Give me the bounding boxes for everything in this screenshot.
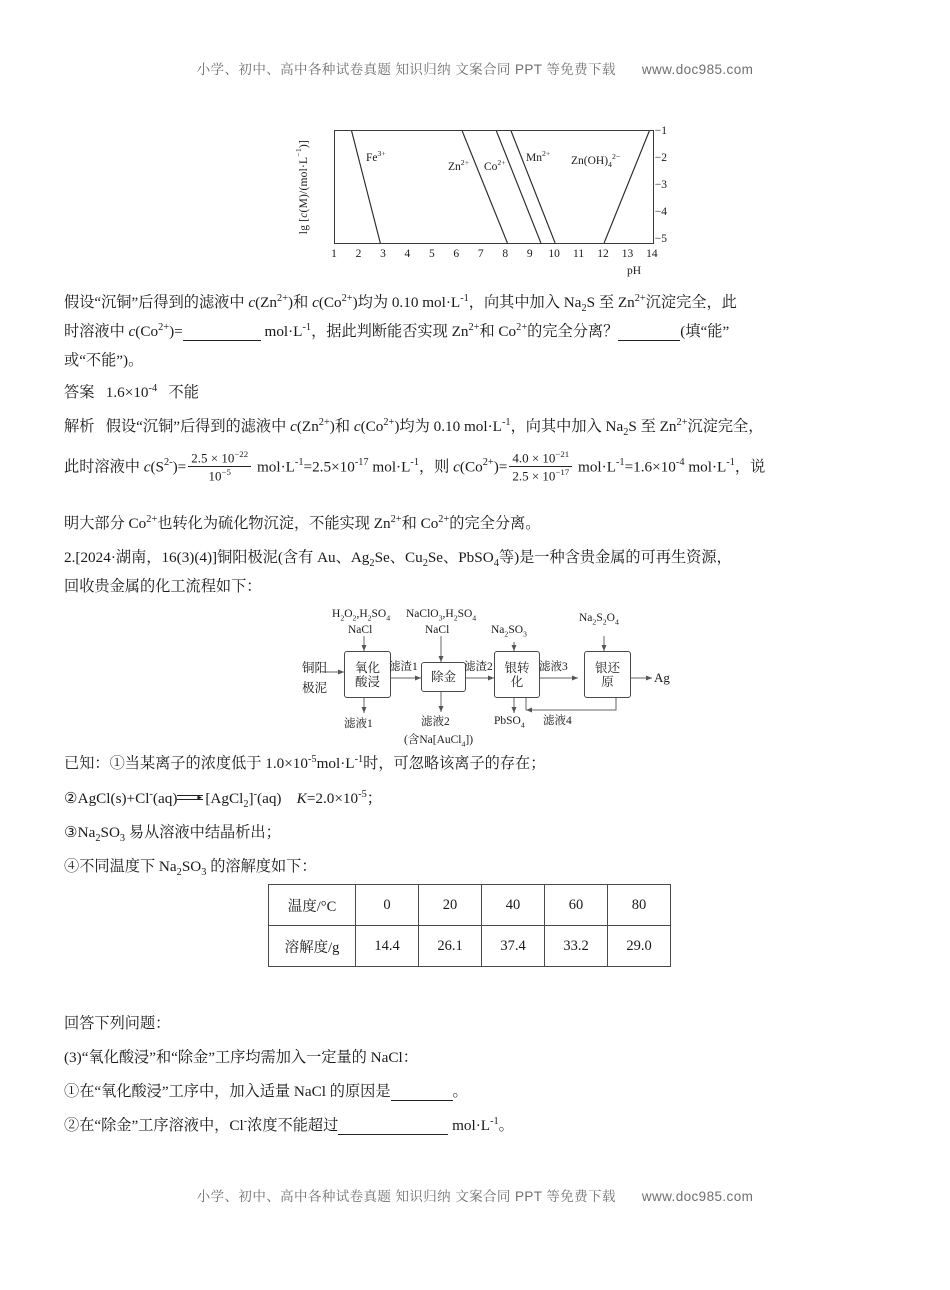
x-tick-10: 10: [548, 248, 560, 260]
flow-reagent-3: $Na_2SO_3$: [491, 624, 527, 639]
analysis-label: 解析: [64, 418, 95, 435]
x-tick-14: 14: [646, 248, 658, 260]
table-row-solubility: [269, 926, 671, 967]
answer-label: 答案: [64, 384, 95, 401]
flow-box-oxidative-leaching[interactable]: [344, 651, 391, 698]
y-tick-minus3: −3: [654, 179, 667, 191]
flow-box-silver-reduction[interactable]: [584, 651, 631, 698]
flow-output-filtrate1: 滤液1: [344, 718, 373, 730]
q2-part3-stem: (3)“氧化酸浸”和“除金”工序均需加入一定量的 NaCl：: [64, 1049, 418, 1066]
table-header-temperature: 温度/°C: [269, 885, 356, 926]
q2-answer-prompt: 回答下列问题：: [64, 1015, 171, 1032]
flow-box1-line2: 酸浸: [354, 674, 380, 689]
x-tick-7: 7: [477, 248, 484, 260]
flow-product-ag: Ag: [654, 670, 670, 685]
x-tick-9: 9: [526, 248, 533, 260]
y-tick-minus4: −4: [654, 206, 667, 218]
flow-reagent-1-top: $H_2O_2,H_2SO_4$: [332, 608, 391, 623]
flow-box4-line2: 原: [601, 674, 614, 689]
q2-head-line1: 2.[2024·湖南，16(3)(4)]铜阳极泥(含有 Au、$Ag_2Se$、$Cu_2Se$、PbSO$_4$等)是一种含贵金属的可再生资源，: [64, 549, 732, 570]
flow-output-pbso4: PbSO$_4$: [494, 715, 525, 730]
table-cell-temp-1: 20: [419, 885, 482, 926]
series-label-fe3: $Fe^{3+}$: [366, 149, 386, 164]
x-tick-1: 1: [331, 248, 337, 260]
flow-box2-label: 除金: [430, 670, 456, 684]
answer-blank-4[interactable]: [338, 1134, 448, 1135]
fraction-s2-concentration: $\frac{2.5 \times 10^{-22}}{10^{-5}}$: [188, 449, 251, 485]
flow-box4-line1: 银还: [594, 660, 620, 675]
flow-arrow-label-residue2: 滤渣2: [464, 661, 493, 673]
table-cell-sol-3: 33.2: [545, 926, 608, 967]
series-label-zn-oh-4: $Zn(OH)_4^{2-}$: [571, 152, 621, 170]
x-tick-5: 5: [429, 248, 435, 260]
flow-reagent-2-top: $NaClO_3,H_2SO_4$: [406, 608, 477, 623]
q1-analysis-line1: 解析 假设“沉铜”后得到的滤液中 $c(Zn^{2+})$和 $c(Co^{2+})$均为 0.10 $mol\cdot L^{-1}$，向其中加入 $Na_2S$ 至 $Zn^{2+}$沉淀完全，: [64, 416, 764, 439]
y-tick-minus5: −5: [654, 233, 667, 245]
q1-stem-line1: 假设“沉铜”后得到的滤液中 $c(Zn^{2+})$和 $c(Co^{2+})$均为 0.10 $mol\cdot L^{-1}$，向其中加入 $Na_2S$ 至 $Zn^{2+}$沉淀完全，此: [64, 292, 737, 315]
watermark-url-bottom: www.doc985.com: [641, 1189, 754, 1204]
q1-calculation-line: 此时溶液中 $c(S^{2-})=$ $\frac{2.5 \times 10^{-22}}{10^{-5}}$ $mol\cdot L^{-1}=2.5\times 10^{-17}$ $mol\cdot L^{-1}$，则 $c(Co^{2+})=$ $\frac{4.0 \times 10^{-21}}{2.5 \times 10^{-17}}$ $mol\cdot L^{-1}=1.6\times 10^{-4}$ $mol\cdot L^{-1}$，说: [64, 449, 766, 484]
table-cell-temp-2: 40: [482, 885, 545, 926]
x-tick-6: 6: [453, 248, 460, 260]
watermark-bottom: [0, 1185, 950, 1205]
y-tick-minus2: −2: [654, 152, 667, 164]
series-label-co2: $Co^{2+}$: [484, 158, 506, 173]
x-tick-12: 12: [597, 248, 609, 260]
q2-part3-sub1: ①在“氧化酸浸”工序中，加入适量 NaCl 的原因是 。: [64, 1083, 468, 1100]
ph-precipitation-chart: [294, 124, 667, 277]
x-tick-11: 11: [573, 248, 585, 260]
flow-reagent-1-bottom: NaCl: [348, 624, 373, 636]
answer-blank-3[interactable]: [391, 1100, 453, 1101]
flow-reagent-4: $Na_2S_2O_4$: [579, 612, 619, 627]
x-tick-3: 3: [380, 248, 386, 260]
q2-known-3: $③Na_2SO_3$ 易从溶液中结晶析出；: [64, 824, 281, 845]
q2-known-2: ②AgCl(s)+Cl-(aq) ▸ [AgCl$_2$]-(aq) $K=2.0\times 10^{-5}$；: [64, 788, 382, 811]
q2-head-line2: 回收贵金属的化工流程如下：: [64, 578, 262, 595]
flow-input-label-line2: 极泥: [302, 681, 328, 695]
table-row-temperature: [269, 885, 671, 926]
flow-box3-line2: 化: [510, 674, 524, 689]
flow-output-filtrate2-note: (含Na[AuCl$_4$]): [404, 734, 474, 749]
q1-answer-line: 答案 $1.6\times 10^{-4}$ 不能: [64, 382, 199, 401]
q2-part3-sub2: ②在“除金”工序溶液中，Cl-浓度不能超过 $mol\cdot L^{-1}$。: [64, 1115, 514, 1134]
table-cell-temp-4: 80: [608, 885, 671, 926]
x-tick-2: 2: [355, 248, 362, 260]
flow-reagent-2-bottom: NaCl: [425, 624, 450, 636]
chart-lines: [335, 131, 653, 243]
q2-known-1: 已知：①当某离子的浓度低于 $1.0\times 10^{-5}mol\cdot L^{-1}$时，可忽略该离子的存在；: [64, 753, 546, 772]
watermark-top: [0, 58, 950, 78]
flow-input-label-line1: 铜阳: [302, 661, 328, 675]
table-cell-temp-3: 60: [545, 885, 608, 926]
q1-conclusion: 明大部分 $Co^{2+}$也转化为硫化物沉淀，不能实现 $Zn^{2+}$和 $Co^{2+}$的完全分离。: [64, 513, 541, 532]
table-header-solubility: 溶解度/g: [269, 926, 356, 967]
chart-plot-area: [334, 130, 654, 244]
q2-known-4: ④不同温度下 $Na_2SO_3$ 的溶解度如下：: [64, 858, 317, 879]
answer-blank-1[interactable]: [183, 340, 261, 341]
answer-blank-2[interactable]: [618, 340, 680, 341]
y-tick-minus1: −1: [654, 125, 667, 137]
table-cell-sol-0: 14.4: [356, 926, 419, 967]
flow-box-silver-conversion[interactable]: [494, 651, 540, 698]
chart-y-axis-label: $\lg [c(M)/(mol\cdot L^{-1})]$: [294, 140, 310, 235]
watermark-text: 小学、初中、高中各种试卷真题 知识归纳 文案合同 PPT 等免费下载: [196, 62, 616, 77]
flow-arrow-label-residue1: 滤渣1: [389, 661, 418, 673]
table-cell-sol-2: 37.4: [482, 926, 545, 967]
flow-box3-line1: 银转: [504, 660, 530, 675]
flow-output-filtrate4: 滤液4: [543, 715, 572, 727]
solubility-table: [268, 884, 671, 967]
x-tick-8: 8: [502, 248, 509, 260]
process-flow-diagram: [286, 600, 676, 749]
x-tick-4: 4: [404, 248, 411, 260]
table-cell-sol-4: 29.0: [608, 926, 671, 967]
watermark-text-bottom: 小学、初中、高中各种试卷真题 知识归纳 文案合同 PPT 等免费下载: [196, 1189, 616, 1204]
flow-box-gold-removal[interactable]: [421, 662, 466, 692]
x-tick-13: 13: [621, 248, 634, 260]
q1-stem-line2: 时溶液中 $c(Co^{2+})= mol\cdot L^{-1}$，据此判断能否实现 $Zn^{2+}$和 $Co^{2+}$的完全分离？ (填“能”: [64, 321, 730, 340]
flow-output-filtrate2: 滤液2: [421, 716, 450, 728]
q1-stem-line3: 或“不能”)。: [64, 352, 144, 369]
series-label-mn2: $Mn^{2+}$: [526, 149, 551, 164]
fraction-co2-concentration: $\frac{4.0 \times 10^{-21}}{2.5 \times 10^{-17}}$: [509, 449, 572, 485]
table-cell-temp-0: 0: [356, 885, 419, 926]
flow-arrow-label-filtrate3: 滤液3: [539, 661, 568, 673]
table-cell-sol-1: 26.1: [419, 926, 482, 967]
watermark-url: www.doc985.com: [641, 62, 754, 77]
chart-x-axis-label: pH: [627, 265, 642, 277]
series-label-zn2: $Zn^{2+}$: [448, 158, 470, 173]
flow-box1-line1: 氧化: [354, 660, 380, 675]
